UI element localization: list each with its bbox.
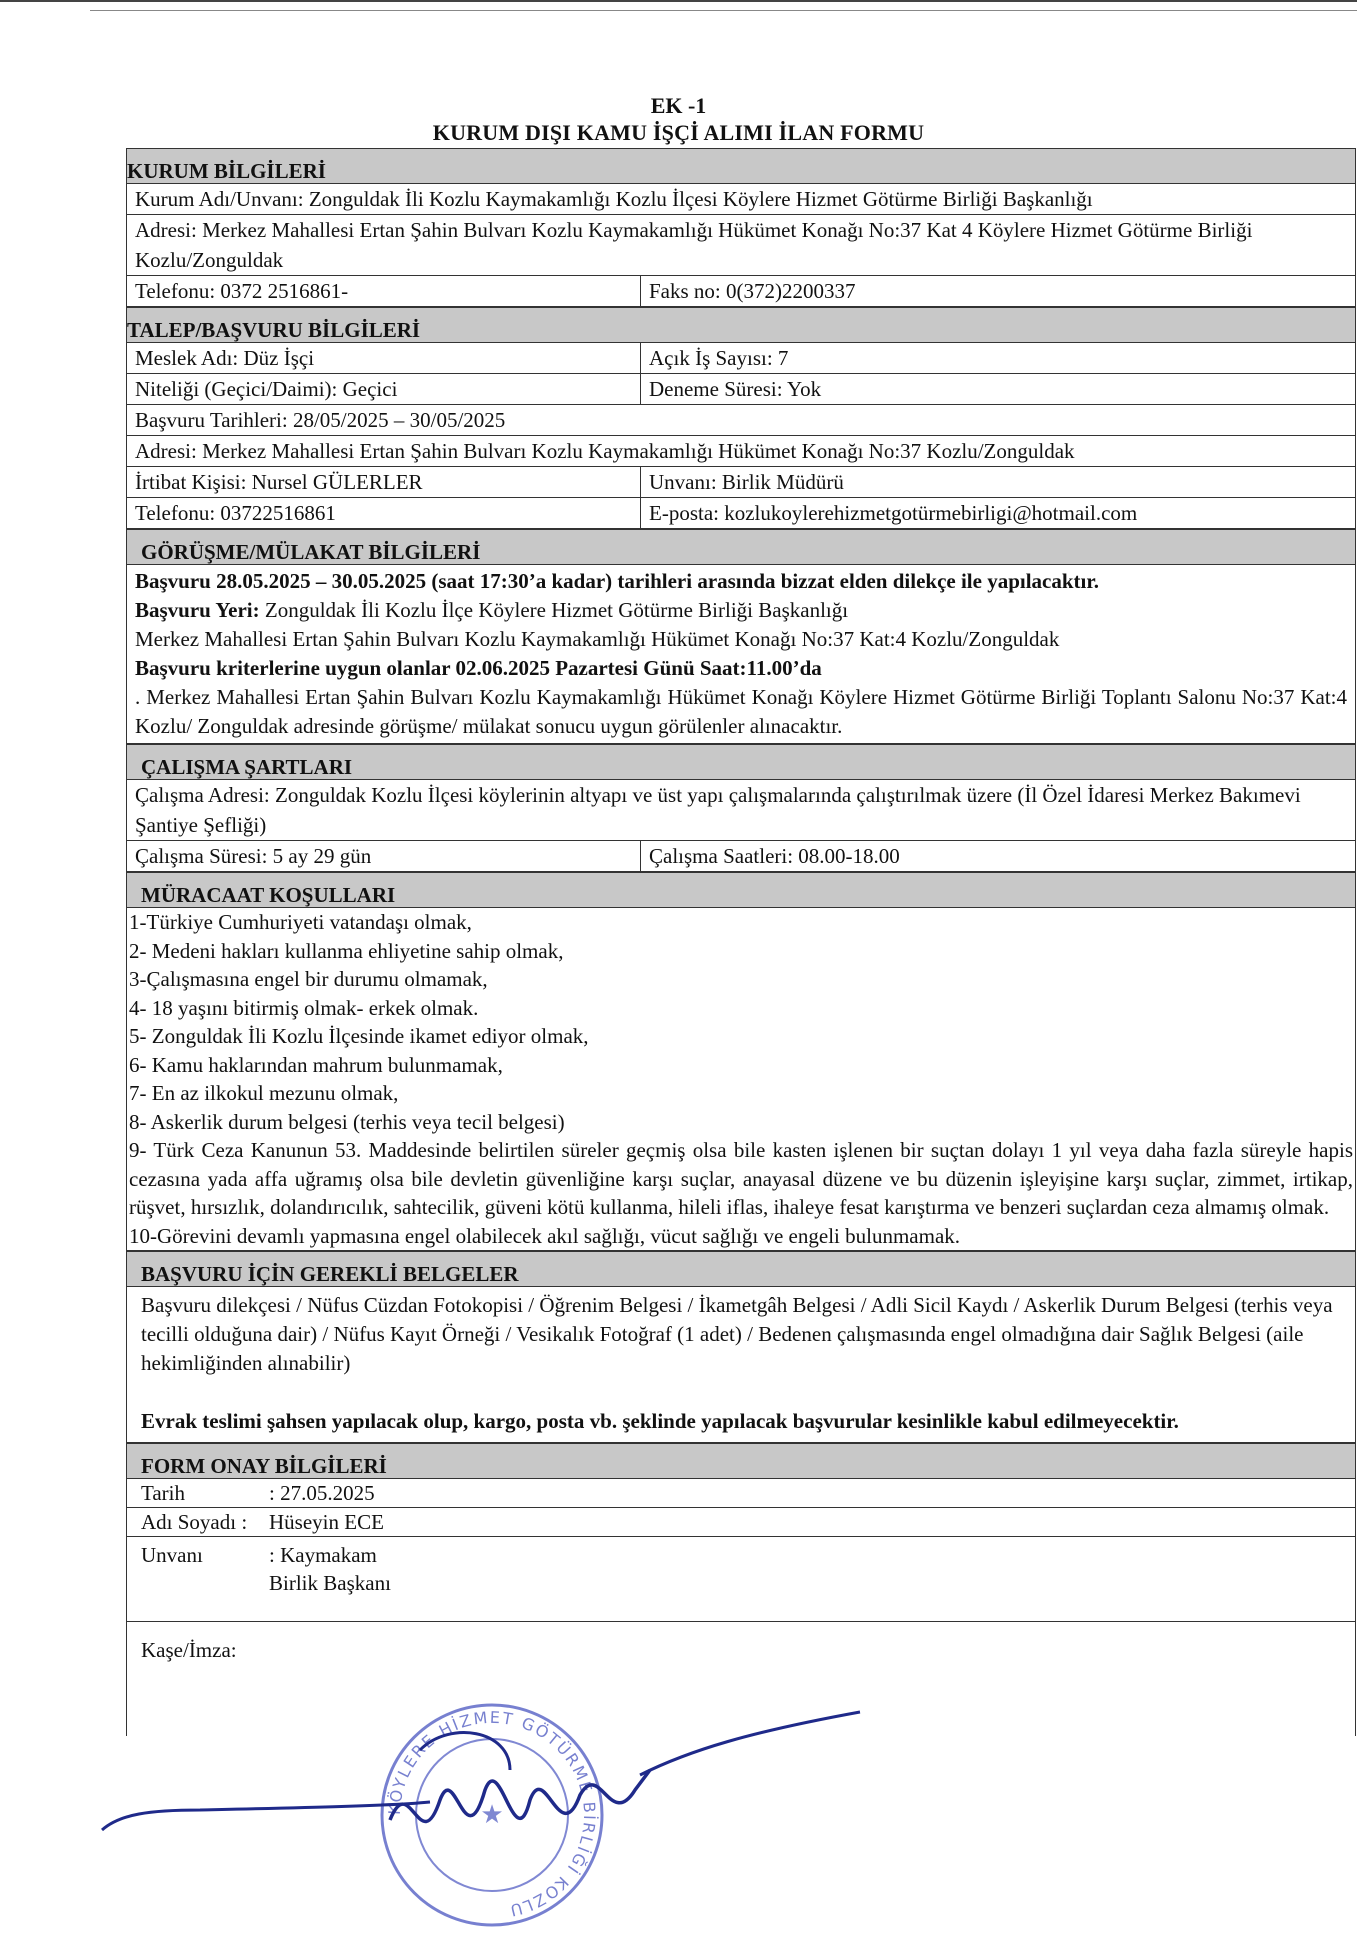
application-dates: Başvuru Tarihleri: 28/05/2025 – 30/05/2025 [135, 408, 506, 432]
list-item: 3-Çalışmasına engel bir durumu olmamak, [129, 967, 488, 991]
name-label: Adı Soyadı : [141, 1510, 248, 1534]
list-item: 6- Kamu haklarından mahrum bulunmamak, [129, 1052, 503, 1077]
requirements-list [127, 908, 1355, 1251]
contact-person: İrtibat Kişisi: Nursel GÜLERLER [127, 467, 641, 497]
kurum-contact-row [127, 276, 1355, 307]
list-item: 1-Türkiye Cumhuriyeti vatandaşı olmak, [129, 910, 472, 934]
kurum-address: Adresi: Merkez Mahallesi Ertan Şahin Bulvarı Kozlu Kaymakamlığı Hükümet Konağı No:37 Kat 4 Köylere Hizmet Götürme Birliği Kozlu/Zonguldak [135, 218, 1253, 272]
date-value: : 27.05.2025 [269, 1481, 375, 1505]
section-onay-heading: FORM ONAY BİLGİLERİ [127, 1443, 1355, 1479]
list-item: 7- En az ilkokul mezunu olmak, [129, 1081, 399, 1105]
documents-note: Evrak teslimi şahsen yapılacak olup, kargo, posta vb. şeklinde yapılacak başvurular kesinlikle kabul edilmeyecektir. [141, 1409, 1179, 1433]
work-address: Çalışma Adresi: Zonguldak Kozlu İlçesi köylerinin altyapı ve üst yapı çalışmalarında çalıştırılmak üzere (İl Özel İdaresi Merkez Bakımevi Şantiye Şefliği) [135, 783, 1301, 837]
list-item: 5- Zonguldak İli Kozlu İlçesinde ikamet ediyor olmak, [129, 1024, 589, 1048]
application-place-value: Zonguldak İli Kozlu İlçe Köylere Hizmet Götürme Birliği Başkanlığı [259, 598, 849, 622]
announcement-form [126, 148, 1356, 1736]
work-terms-row [127, 841, 1355, 872]
talep-row-5 [127, 467, 1355, 498]
list-item: 10-Görevini devamlı yapmasına engel olabilecek akıl sağlığı, vücut sağlığı ve engeli bulunmamak. [129, 1223, 961, 1248]
name-value: Hüseyin ECE [269, 1510, 384, 1534]
work-address-row [127, 780, 1355, 841]
approval-info [127, 1479, 1355, 1736]
talep-row-4 [127, 436, 1355, 467]
section-talep-heading: TALEP/BAŞVURU BİLGİLERİ [127, 307, 1355, 343]
interview-info [127, 565, 1355, 744]
approval-date-row [127, 1479, 1355, 1508]
work-hours: Çalışma Saatleri: 08.00-18.00 [649, 844, 900, 868]
contact-title: Unvanı: Birlik Müdürü [649, 470, 844, 494]
talep-row-6 [127, 498, 1355, 529]
section-belgeler-heading: BAŞVURU İÇİN GEREKLİ BELGELER [127, 1251, 1355, 1287]
required-documents [127, 1287, 1355, 1443]
section-calisma-heading: ÇALIŞMA ŞARTLARI [127, 744, 1355, 780]
approval-name-row [127, 1508, 1355, 1537]
seal-text: KÖYLERE HİZMET GÖTÜRME BİRLİĞİ KOZLU [384, 1707, 600, 1921]
list-item: 9- Türk Ceza Kanunun 53. Maddesinde belirtilen süreler geçmiş olsa bile kasten işlenen bir suçtan dolayı 1 yıl veya daha fazla süreyle hapis cezasına yada affa uğramış olsa bile devletin güvenliğine karşı suçlar, anayasal düzene ve bu düzenin işleyişine karşı suçlar, zimmet, irtikap, rüşvet, hırsızlık, dolandırıcılık, sahtecilik, güveni kötü kullanma, hileli iflas, ihaleye fesat karıştırma ve benzeri suçlardan ceza almamış olmak. [129, 1138, 1353, 1219]
contact-email: E-posta: kozlukoylerehizmetgotürmebirligi@hotmail.com [649, 501, 1138, 525]
kurum-phone: Telefonu: 0372 2516861- [127, 276, 641, 306]
stamp-signature-label: Kaşe/İmza: [141, 1638, 237, 1662]
application-address: Adresi: Merkez Mahallesi Ertan Şahin Bulvarı Kozlu Kaymakamlığı Hükümet Konağı No:37 Kozlu/Zonguldak [135, 439, 1075, 463]
date-label: Tarih [141, 1481, 186, 1505]
title-label: Unvanı [141, 1543, 203, 1567]
open-positions: Açık İş Sayısı: 7 [649, 346, 789, 370]
probation-period: Deneme Süresi: Yok [649, 377, 822, 401]
interview-line-1: Başvuru 28.05.2025 – 30.05.2025 (saat 17:30’a kadar) tarihleri arasında bizzat elden dilekçe ile yapılacaktır. [135, 569, 1100, 593]
annex-label: EK -1 [650, 93, 707, 118]
kurum-name: Kurum Adı/Unvanı: Zonguldak İli Kozlu Kaymakamlığı Kozlu İlçesi Köylere Hizmet Götürme Birliği Başkanlığı [135, 187, 1093, 211]
kurum-fax: Faks no: 0(372)2200337 [649, 279, 856, 303]
seal-star-icon: ★ [480, 1800, 504, 1829]
section-kurum-heading: KURUM BİLGİLERİ [127, 148, 1355, 184]
work-duration: Çalışma Süresi: 5 ay 29 gün [127, 841, 641, 871]
interview-line-3: Merkez Mahallesi Ertan Şahin Bulvarı Kozlu Kaymakamlığı Hükümet Konağı No:37 Kat:4 Kozlu/Zonguldak [135, 627, 1060, 651]
top-border-line-thin [90, 10, 1357, 11]
title-value-1: : Kaymakam [269, 1543, 377, 1567]
kurum-name-row [127, 184, 1355, 215]
top-border-line [0, 0, 1357, 2]
kurum-address-row [127, 215, 1355, 276]
documents-list: Başvuru dilekçesi / Nüfus Cüzdan Fotokopisi / Öğrenim Belgesi / İkametgâh Belgesi / Adli Sicil Kaydı / Askerlik Durum Belgesi (terhis veya tecilli olduğuna dair) / Nüfus Kayıt Örneği / Vesikalık Fotoğraf (1 adet) / Bedenen çalışmasında engel olmadığına dair Sağlık Belgesi (aile hekimliğinden alınabilir) [141, 1293, 1333, 1375]
section-gorusme-heading: GÖRÜŞME/MÜLAKAT BİLGİLERİ [127, 529, 1355, 565]
interview-line-4: Başvuru kriterlerine uygun olanlar 02.06.2025 Pazartesi Günü Saat:11.00’da [135, 656, 822, 680]
talep-row-3 [127, 405, 1355, 436]
section-muracaat-heading: MÜRACAAT KOŞULLARI [127, 872, 1355, 908]
job-title: Meslek Adı: Düz İşçi [127, 343, 641, 373]
interview-line-2 [135, 596, 1347, 625]
list-item: 4- 18 yaşını bitirmiş olmak- erkek olmak. [129, 995, 479, 1020]
title-value-2: Birlik Başkanı [269, 1571, 391, 1595]
handwritten-signature [90, 1710, 870, 1890]
spacer [141, 1378, 1341, 1407]
list-item: 8- Askerlik durum belgesi (terhis veya tecil belgesi) [129, 1109, 565, 1134]
application-place-label: Başvuru Yeri: [135, 598, 260, 622]
document-header [0, 92, 1357, 146]
interview-line-5: . Merkez Mahallesi Ertan Şahin Bulvarı Kozlu Kaymakamlığı Hükümet Konağı Köylere Hizmet Götürme Birliği Toplantı Salonu No:37 Kat:4 Kozlu/ Zonguldak adresinde görüşme/ mülakat sonucu uygun görülenler alınacaktır. [135, 685, 1347, 738]
form-title: KURUM DIŞI KAMU İŞÇİ ALIMI İLAN FORMU [432, 120, 925, 145]
list-item: 2- Medeni hakları kullanma ehliyetine sahip olmak, [129, 938, 564, 963]
approval-title-row [127, 1537, 1355, 1622]
contact-phone: Telefonu: 03722516861 [127, 498, 641, 528]
job-nature: Niteliği (Geçici/Daimi): Geçici [127, 374, 641, 404]
talep-row-1 [127, 343, 1355, 374]
talep-row-2 [127, 374, 1355, 405]
